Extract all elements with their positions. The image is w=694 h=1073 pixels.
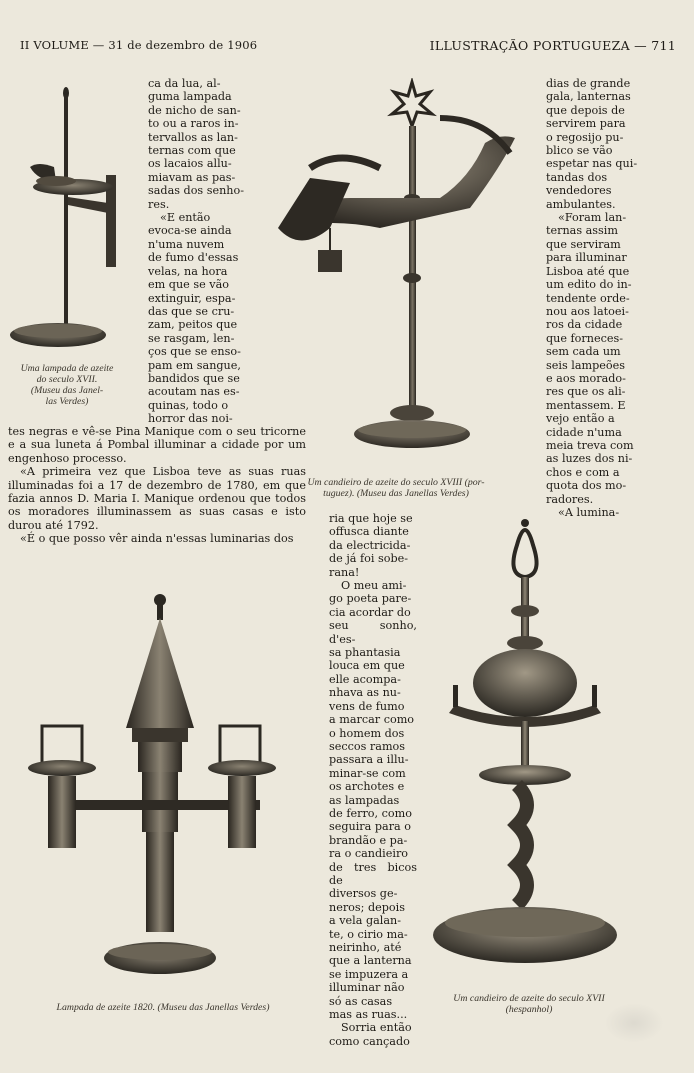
paper-stain bbox=[604, 1003, 664, 1043]
figure1-caption: Uma lampada de azeite do seculo XVII. (Museu das Janel- las Verdes) bbox=[20, 363, 114, 407]
paragraph-pina-manique: tes negras e vê-se Pina Manique com o seu tricorne e a sua luneta á Pombal illuminar a cidade por um engenhoso processo. bbox=[8, 425, 306, 465]
figure4-caption: Um candieiro de azeite do seculo XVII (hespanhol) bbox=[453, 993, 605, 1015]
volume-date: II VOLUME — 31 de dezembro de 1906 bbox=[20, 38, 258, 52]
left-text-block bbox=[8, 425, 306, 546]
middle-text-column: ria que hoje se offusca diante da electricida- de já foi sobe- rana! O meu ami- go poeta pare- cia acordar do seu sonho, d'es- sa phantasia louca em que elle acompa- nhava as nu- vens de fumo a marcar como o homem dos seccos ramos passara a illu- minar-se com os archotes e as lampadas de ferro, como seguira para o brandão e pa- ra o candieiro de tres bicos de diversos ge- neros; depois a vela galan- te, o cirio ma- neirinho, até que a lanterna se impuzera a illuminar não só as casas mas as ruas... Sorria então como cançado bbox=[329, 512, 417, 1048]
right-text-column: dias de grande gala, lanternas que depois de servirem para o regosijo pu- blico se vão espetar nas qui- tandas dos vendedores ambulantes. «Foram lan- ternas assim que serviram para illuminar Lisboa até que um edito do in- tendente orde- nou aos latoei- ros da cidade que forneces- sem cada um seis lampeões e aos morado- res que os ali- mentassem. E vejo então a cidade n'uma meia treva com as luzes dos ni- chos e com a quota dos mo- radores. «A lumina- bbox=[546, 77, 638, 519]
paragraph-first-illumination: «A primeira vez que Lisboa teve as suas ruas illuminadas foi a 17 de dezembro de 1780, em que fazia annos D. Maria I. Manique ordenou que todos os moradores illuminassem as suas casas e isto durou até 1792. bbox=[8, 465, 306, 532]
magazine-title-page: ILLUSTRAÇÃO PORTUGUEZA — 711 bbox=[429, 38, 676, 53]
candieiro-xviii-figure bbox=[270, 78, 525, 463]
oil-lamp-xvii-figure bbox=[8, 85, 126, 355]
paragraph-luminarias: «É o que posso vêr ainda n'essas luminarias dos bbox=[20, 532, 294, 546]
lamp-1820-figure bbox=[20, 588, 292, 988]
candieiro-xvii-spanish-figure bbox=[425, 515, 630, 977]
figure3-caption: Lampada de azeite 1820. (Museu das Janellas Verdes) bbox=[56, 1002, 270, 1013]
narrow-text-column: ca da lua, al- guma lampada de nicho de san- to ou a raros in- tervallos as lan- ternas com que os lacaios allu- miavam as pas- sadas dos senho- res. «E então evoca-se ainda n'uma nuvem de fumo d'essas velas, na hora em que se vão extinguir, espa- das que se cru- zam, peitos que se rasgam, len- ços que se enso- pam em sangue, bandidos que se acoutam nas es- quinas, todo o horror das noi- bbox=[148, 77, 245, 426]
page-header bbox=[20, 38, 676, 56]
figure2-caption: Um candieiro de azeite do seculo XVIII (por- tuguez). (Museu das Janellas Verdes) bbox=[307, 477, 485, 499]
